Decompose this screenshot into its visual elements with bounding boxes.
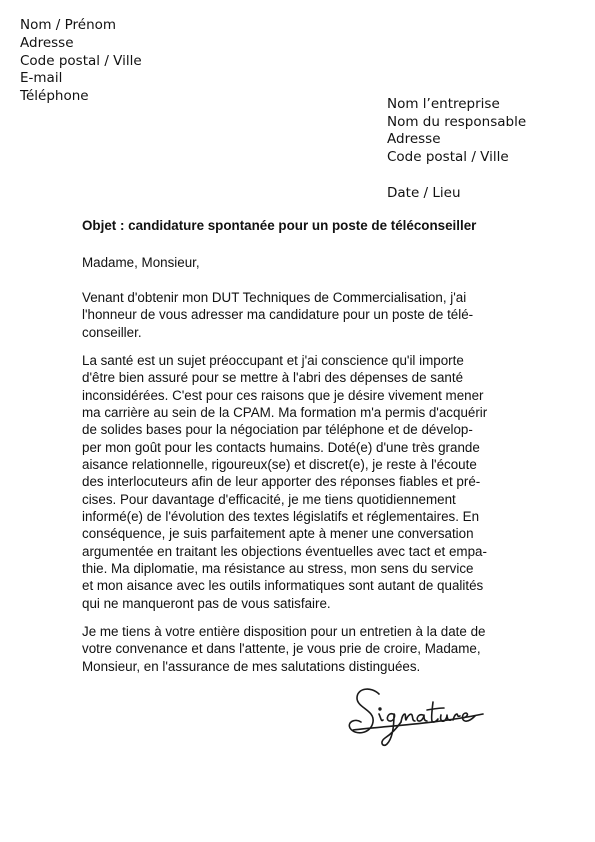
paragraph-line: qui ne manqueront pas de vous satisfaire. [82, 595, 331, 611]
date-place: Date / Lieu [387, 185, 461, 201]
paragraph-closing [82, 623, 522, 675]
paragraph-line: conseiller. [82, 324, 142, 340]
paragraph-line: inconsidérées. C'est pour ces raisons que je désire vivement mener [82, 387, 484, 403]
paragraph-line: argumentée en traitant les objections éventuelles avec tact et empa- [82, 543, 487, 559]
recipient-manager: Nom du responsable [387, 113, 527, 130]
handwritten-signature [345, 684, 495, 752]
recipient-block [387, 96, 526, 166]
paragraph-line: aisance relationnelle, rigoureux(se) et discret(e), je reste à l'écoute [82, 457, 477, 473]
paragraph-line: l'honneur de vous adresser ma candidature pour un poste de télé- [82, 307, 474, 323]
paragraph-line: thie. Ma diplomatie, ma résistance au stress, mon sens du service [82, 561, 474, 577]
paragraph-line: Monsieur, en l'assurance de mes salutations distinguées. [82, 658, 421, 674]
paragraph-line: de solides bases pour la négociation par téléphone et de dévelop- [82, 422, 473, 438]
paragraph-intro [82, 289, 522, 341]
recipient-address: Adresse [387, 131, 441, 148]
paragraph-line: votre convenance et dans l'attente, je vous prie de croire, Madame, [82, 641, 481, 657]
sender-address: Adresse [20, 34, 74, 51]
sender-name: Nom / Prénom [20, 17, 117, 33]
paragraph-line: per mon goût pour les contacts humains. Doté(e) d'une très grande [82, 439, 480, 455]
subject-line: Objet : candidature spontanée pour un poste de téléconseiller [82, 218, 477, 233]
paragraph-line: Venant d'obtenir mon DUT Techniques de Commercialisation, j'ai [82, 290, 467, 305]
sender-email: E-mail [20, 70, 63, 87]
recipient-company: Nom l’entreprise [387, 96, 500, 112]
paragraph-line: d'être bien assuré pour se mettre à l'abri des dépenses de santé [82, 370, 464, 386]
sender-block [20, 17, 142, 106]
paragraph-line: Je me tiens à votre entière disposition pour un entretien à la date de [82, 624, 486, 639]
paragraph-line: informé(e) de l'évolution des textes législatifs et réglementaires. En [82, 509, 480, 525]
salutation: Madame, Monsieur, [82, 255, 200, 270]
sender-phone: Téléphone [20, 88, 89, 105]
paragraph-line: cises. Pour davantage d'efficacité, je me tiens quotidiennement [82, 491, 456, 507]
sender-postal-city: Code postal / Ville [20, 52, 142, 69]
paragraph-line: et mon aisance avec les outils informatiques sont autant de qualités [82, 578, 484, 594]
recipient-postal-city: Code postal / Ville [387, 148, 509, 165]
paragraph-line: conséquence, je suis parfaitement apte à mener une conversation [82, 526, 474, 542]
paragraph-line: La santé est un sujet préoccupant et j'ai conscience qu'il importe [82, 353, 464, 368]
paragraph-motivation [82, 352, 522, 612]
paragraph-line: des interlocuteurs afin de leur apporter des réponses fiables et pré- [82, 474, 481, 490]
paragraph-line: ma carrière au sein de la CPAM. Ma formation m'a permis d'acquérir [82, 405, 488, 421]
